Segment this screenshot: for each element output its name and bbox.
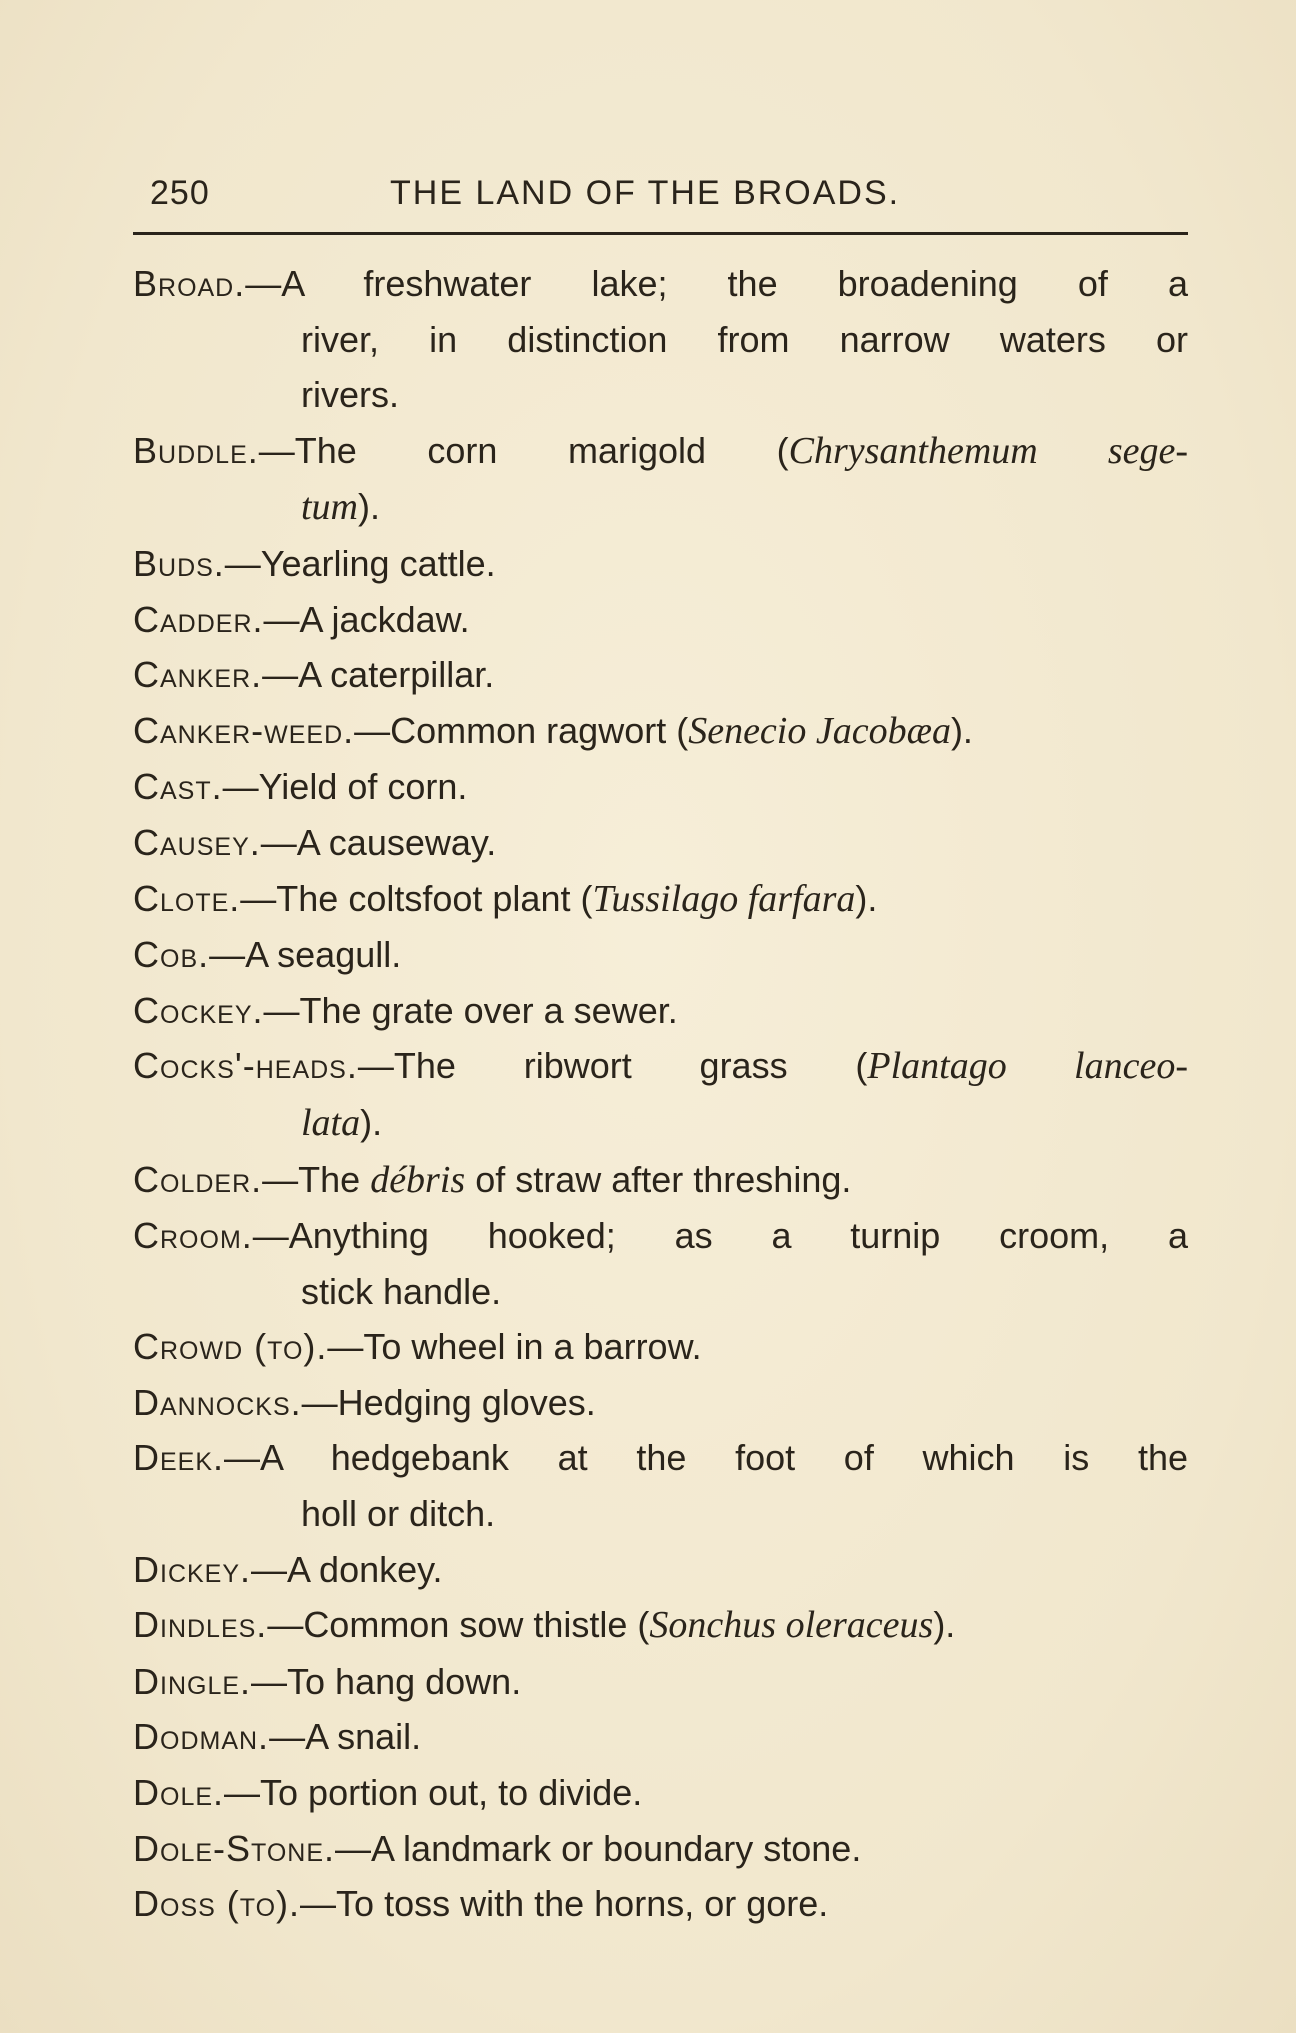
entry-definition-text: ). xyxy=(950,709,973,751)
page-header xyxy=(150,168,1185,218)
entry-first-line xyxy=(133,1319,1188,1375)
entry-definition-text: holl or ditch. xyxy=(301,1493,496,1535)
entry-definition-text: —The coltsfoot plant ( xyxy=(240,877,593,919)
entry-definition-text: ). xyxy=(360,1101,383,1143)
entry-continuation-line xyxy=(133,312,1188,368)
entry-first-line xyxy=(133,983,1188,1039)
glossary-entry xyxy=(133,983,1188,1039)
entry-first-line xyxy=(133,1654,1188,1710)
entry-headword: Dannocks. xyxy=(133,1381,302,1423)
glossary-entry xyxy=(133,871,1188,928)
glossary-entry xyxy=(133,1430,1188,1541)
entry-italic-text: Plantago lanceo- xyxy=(867,1045,1189,1088)
glossary-entry xyxy=(133,1709,1188,1765)
entry-definition-text: —A snail. xyxy=(269,1716,422,1758)
entry-headword: Dickey. xyxy=(133,1548,252,1590)
entry-definition-text: —Common ragwort ( xyxy=(354,709,689,751)
glossary-entry xyxy=(133,1654,1188,1710)
entry-headword: Doss (to). xyxy=(133,1883,301,1925)
entry-definition-text: —Yield of corn. xyxy=(222,766,468,808)
entry-headword: Cadder. xyxy=(133,598,264,640)
glossary-entry xyxy=(133,815,1188,871)
entry-italic-text: lata xyxy=(301,1101,361,1144)
entry-first-line xyxy=(133,1542,1188,1598)
glossary-entry xyxy=(133,423,1188,536)
entry-continuation-line xyxy=(133,1486,1188,1542)
entry-definition-text: of straw after threshing. xyxy=(465,1158,852,1200)
glossary-entries xyxy=(133,256,1188,1932)
entry-italic-text: Tussilago farfara xyxy=(592,877,856,920)
entry-definition-text: —To portion out, to divide. xyxy=(224,1772,643,1814)
entry-definition-text: ). xyxy=(855,877,878,919)
entry-definition-text: ). xyxy=(933,1604,956,1646)
entry-headword: Dodman. xyxy=(133,1716,270,1758)
glossary-entry xyxy=(133,592,1188,648)
entry-definition-text: ). xyxy=(358,486,380,528)
entry-definition-text: —A landmark or boundary stone. xyxy=(335,1827,862,1869)
entry-first-line xyxy=(133,703,1188,760)
running-title: THE LAND OF THE BROADS. xyxy=(390,174,901,212)
entry-first-line xyxy=(133,256,1188,312)
glossary-entry xyxy=(133,647,1188,703)
entry-headword: Buddle. xyxy=(133,429,259,471)
entry-headword: Dole-Stone. xyxy=(133,1827,336,1869)
entry-definition-text: —Hedging gloves. xyxy=(301,1381,596,1423)
entry-headword: Croom. xyxy=(133,1215,253,1257)
entry-headword: Cob. xyxy=(133,934,210,976)
entry-headword: Causey. xyxy=(133,821,261,863)
entry-definition-text: —The ribwort grass ( xyxy=(357,1045,868,1087)
entry-italic-text: tum xyxy=(301,486,358,529)
entry-headword: Canker. xyxy=(133,654,263,696)
entry-continuation-line xyxy=(133,367,1188,423)
page-number: 250 xyxy=(150,174,210,212)
entry-continuation-line xyxy=(133,1264,1188,1320)
entry-definition-text: rivers. xyxy=(301,374,399,416)
entry-first-line xyxy=(133,1152,1188,1209)
entry-definition-text: —A caterpillar. xyxy=(262,654,495,696)
entry-definition-text: —A hedgebank at the foot of which is the xyxy=(224,1437,1188,1479)
entry-first-line xyxy=(133,1430,1188,1486)
glossary-entry xyxy=(133,1038,1188,1151)
entry-first-line xyxy=(133,1208,1188,1264)
glossary-entry xyxy=(133,1319,1188,1375)
glossary-entry xyxy=(133,1208,1188,1319)
entry-first-line xyxy=(133,647,1188,703)
glossary-entry xyxy=(133,1375,1188,1431)
glossary-entry xyxy=(133,1597,1188,1654)
entry-headword: Cocks'-heads. xyxy=(133,1045,358,1087)
entry-definition-text: river, in distinction from narrow waters or xyxy=(301,318,1188,360)
entry-headword: Dingle. xyxy=(133,1660,252,1702)
entry-headword: Canker-weed. xyxy=(133,709,355,751)
entry-continuation-line xyxy=(133,1095,1188,1152)
glossary-entry xyxy=(133,536,1188,592)
entry-definition-text: —The corn marigold ( xyxy=(258,429,789,471)
entry-headword: Dindles. xyxy=(133,1604,268,1646)
entry-first-line xyxy=(133,423,1188,480)
entry-definition-text: —A freshwater lake; the broadening of a xyxy=(245,263,1188,304)
entry-italic-text: débris xyxy=(370,1158,466,1201)
entry-headword: Cast. xyxy=(133,766,223,808)
entry-italic-text: Chrysanthemum sege- xyxy=(788,429,1188,472)
entry-headword: Deek. xyxy=(133,1437,225,1479)
entry-headword: Cockey. xyxy=(133,989,264,1031)
entry-definition-text: —Yearling cattle. xyxy=(224,542,496,584)
entry-first-line xyxy=(133,1709,1188,1765)
entry-headword: Crowd (to). xyxy=(133,1326,328,1368)
entry-first-line xyxy=(133,927,1188,983)
entry-first-line xyxy=(133,1876,1188,1932)
glossary-entry xyxy=(133,1542,1188,1598)
entry-first-line xyxy=(133,1597,1188,1654)
entry-first-line xyxy=(133,536,1188,592)
entry-definition-text: —Anything hooked; as a turnip croom, a xyxy=(252,1215,1188,1257)
entry-definition-text: —A donkey. xyxy=(251,1548,443,1590)
entry-first-line xyxy=(133,1765,1188,1821)
glossary-entry xyxy=(133,759,1188,815)
glossary-entry xyxy=(133,1821,1188,1877)
glossary-entry xyxy=(133,703,1188,760)
entry-first-line xyxy=(133,871,1188,928)
entry-headword: Buds. xyxy=(133,542,225,584)
entry-first-line xyxy=(133,1821,1188,1877)
glossary-entry xyxy=(133,1152,1188,1209)
entry-definition-text: —A causeway. xyxy=(260,821,497,863)
entry-headword: Broad. xyxy=(133,263,246,304)
entry-definition-text: —To wheel in a barrow. xyxy=(327,1326,702,1368)
entry-definition-text: —The xyxy=(262,1158,371,1200)
entry-continuation-line xyxy=(133,479,1188,536)
header-rule xyxy=(133,232,1188,235)
entry-definition-text: —A jackdaw. xyxy=(263,598,470,640)
entry-definition-text: —The grate over a sewer. xyxy=(263,989,678,1031)
entry-headword: Clote. xyxy=(133,877,241,919)
entry-definition-text: —To toss with the horns, or gore. xyxy=(300,1883,829,1925)
glossary-entry xyxy=(133,927,1188,983)
glossary-entry xyxy=(133,1765,1188,1821)
entry-italic-text: Senecio Jacobæa xyxy=(688,709,951,752)
entry-first-line xyxy=(133,815,1188,871)
entry-definition-text: —Common sow thistle ( xyxy=(267,1604,650,1646)
entry-first-line xyxy=(133,1375,1188,1431)
entry-headword: Colder. xyxy=(133,1158,263,1200)
entry-definition-text: stick handle. xyxy=(301,1270,502,1312)
entry-first-line xyxy=(133,1038,1188,1095)
glossary-entry xyxy=(133,1876,1188,1932)
entry-headword: Dole. xyxy=(133,1772,225,1814)
entry-first-line xyxy=(133,592,1188,648)
entry-definition-text: —To hang down. xyxy=(251,1660,522,1702)
entry-italic-text: Sonchus oleraceus xyxy=(649,1604,934,1647)
entry-first-line xyxy=(133,759,1188,815)
entry-definition-text: —A seagull. xyxy=(209,934,402,976)
glossary-entry xyxy=(133,256,1188,423)
